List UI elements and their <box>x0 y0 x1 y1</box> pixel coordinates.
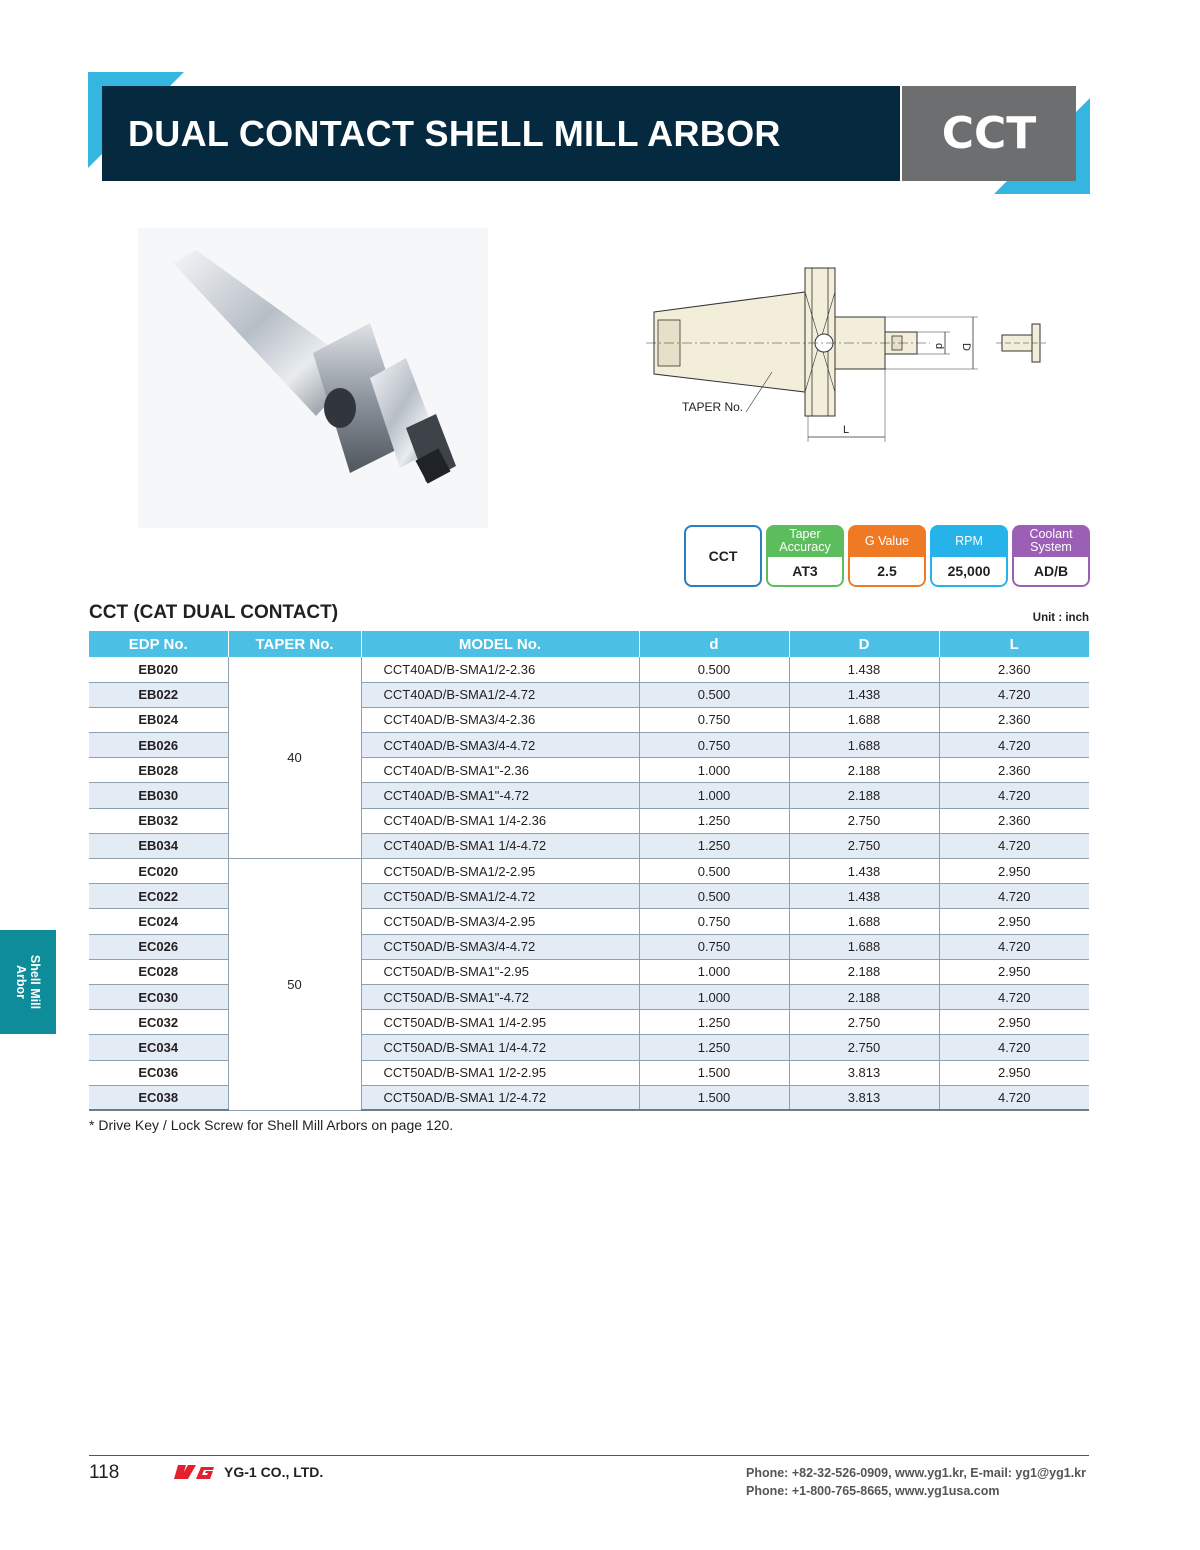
spec-g-value <box>848 525 926 587</box>
technical-drawing <box>640 262 1060 452</box>
header-banner <box>88 72 1090 194</box>
cell-model: CCT50AD/B-SMA3/4-2.95 <box>361 909 639 934</box>
spec-value: 2.5 <box>848 557 926 587</box>
spec-rpm <box>930 525 1008 587</box>
cell-model: CCT50AD/B-SMA1/2-2.95 <box>361 859 639 884</box>
cell-D: 1.688 <box>789 909 939 934</box>
cell-D: 2.188 <box>789 783 939 808</box>
cell-model: CCT50AD/B-SMA3/4-4.72 <box>361 934 639 959</box>
cell-L: 2.360 <box>939 808 1089 833</box>
col-header-edp: EDP No. <box>89 631 228 657</box>
spec-label: Coolant System <box>1012 525 1090 557</box>
cell-D: 2.750 <box>789 808 939 833</box>
spec-label: G Value <box>848 525 926 557</box>
cell-L: 2.360 <box>939 707 1089 732</box>
spec-value: AD/B <box>1012 557 1090 587</box>
cell-D: 1.438 <box>789 682 939 707</box>
cell-L: 2.950 <box>939 1060 1089 1085</box>
cell-model: CCT40AD/B-SMA1"-2.36 <box>361 758 639 783</box>
cell-L: 4.720 <box>939 682 1089 707</box>
table-row <box>89 859 1089 884</box>
cell-L: 2.360 <box>939 758 1089 783</box>
contact-korea: Phone: +82-32-526-0909, www.yg1.kr, E-mail: yg1@yg1.kr <box>745 1466 1086 1480</box>
contact-info <box>746 1464 1086 1500</box>
cell-d: 1.000 <box>639 984 789 1009</box>
cell-model: CCT40AD/B-SMA3/4-4.72 <box>361 733 639 758</box>
page-title: DUAL CONTACT SHELL MILL ARBOR <box>128 112 781 154</box>
cell-L: 4.720 <box>939 1085 1089 1110</box>
spec-type-badge: CCT <box>684 525 762 587</box>
cell-edp: EC038 <box>89 1085 228 1110</box>
cell-L: 4.720 <box>939 783 1089 808</box>
cell-edp: EC030 <box>89 984 228 1009</box>
cell-edp: EC022 <box>89 884 228 909</box>
cell-d: 0.750 <box>639 909 789 934</box>
cell-taper: 40 <box>228 657 361 859</box>
cell-d: 0.500 <box>639 884 789 909</box>
cell-L: 2.950 <box>939 909 1089 934</box>
page-number: 118 <box>89 1462 120 1483</box>
cell-model: CCT50AD/B-SMA1/2-4.72 <box>361 884 639 909</box>
cell-L: 2.950 <box>939 959 1089 984</box>
cell-D: 1.688 <box>789 934 939 959</box>
cell-d: 1.250 <box>639 808 789 833</box>
cell-edp: EB028 <box>89 758 228 783</box>
company-name: YG-1 CO., LTD. <box>224 1464 324 1480</box>
cell-model: CCT50AD/B-SMA1 1/2-4.72 <box>361 1085 639 1110</box>
spec-label: Taper Accuracy <box>766 525 844 557</box>
cell-taper: 50 <box>228 859 361 1111</box>
cell-model: CCT40AD/B-SMA1 1/4-2.36 <box>361 808 639 833</box>
cell-D: 1.688 <box>789 733 939 758</box>
cell-L: 2.360 <box>939 657 1089 682</box>
cell-D: 2.188 <box>789 984 939 1009</box>
unit-label: Unit : inch <box>1032 612 1089 624</box>
cell-edp: EC036 <box>89 1060 228 1085</box>
col-header-L: L <box>939 631 1089 657</box>
col-header-d: d <box>639 631 789 657</box>
cell-d: 0.750 <box>639 934 789 959</box>
cell-L: 4.720 <box>939 1035 1089 1060</box>
cell-d: 1.500 <box>639 1085 789 1110</box>
table-row <box>89 657 1089 682</box>
cell-D: 3.813 <box>789 1085 939 1110</box>
cell-model: CCT50AD/B-SMA1 1/4-2.95 <box>361 1010 639 1035</box>
cell-D: 3.813 <box>789 1060 939 1085</box>
cell-L: 4.720 <box>939 884 1089 909</box>
product-code: CCT <box>941 108 1037 159</box>
cell-D: 2.750 <box>789 833 939 858</box>
cell-edp: EB032 <box>89 808 228 833</box>
cell-D: 1.688 <box>789 707 939 732</box>
cell-L: 4.720 <box>939 733 1089 758</box>
cell-d: 0.500 <box>639 657 789 682</box>
cell-D: 2.750 <box>789 1010 939 1035</box>
section-side-tab[interactable] <box>0 930 56 1034</box>
yg-logo-icon <box>174 1465 216 1479</box>
cell-d: 1.500 <box>639 1060 789 1085</box>
product-photo <box>138 228 488 528</box>
cell-D: 1.438 <box>789 657 939 682</box>
cell-D: 1.438 <box>789 884 939 909</box>
company-logo <box>174 1464 323 1480</box>
contact-usa: Phone: +1-800-765-8665, www.yg1usa.com <box>745 1484 1000 1498</box>
spec-coolant-system <box>1012 525 1090 587</box>
col-header-model: MODEL No. <box>361 631 639 657</box>
cell-model: CCT40AD/B-SMA3/4-2.36 <box>361 707 639 732</box>
section-title: CCT (CAT DUAL CONTACT) <box>89 602 339 623</box>
cell-D: 2.188 <box>789 758 939 783</box>
cell-model: CCT40AD/B-SMA1"-4.72 <box>361 783 639 808</box>
dim-d-label: d <box>933 343 945 350</box>
spec-value: AT3 <box>766 557 844 587</box>
cell-L: 2.950 <box>939 1010 1089 1035</box>
cell-model: CCT40AD/B-SMA1/2-4.72 <box>361 682 639 707</box>
cell-L: 2.950 <box>939 859 1089 884</box>
cell-d: 0.500 <box>639 859 789 884</box>
cell-edp: EB022 <box>89 682 228 707</box>
cell-edp: EC020 <box>89 859 228 884</box>
dim-D-label: D <box>960 343 972 351</box>
spec-value: 25,000 <box>930 557 1008 587</box>
table-header <box>89 631 1089 657</box>
cell-D: 2.750 <box>789 1035 939 1060</box>
taper-no-label: TAPER No. <box>682 400 744 414</box>
cell-d: 0.750 <box>639 733 789 758</box>
cell-edp: EB034 <box>89 833 228 858</box>
cell-model: CCT40AD/B-SMA1/2-2.36 <box>361 657 639 682</box>
side-tab-line1: Shell Mill <box>28 954 42 1010</box>
footer-divider <box>89 1455 1089 1456</box>
spec-taper-accuracy <box>766 525 844 587</box>
side-tab-line2: Arbor <box>14 964 28 1000</box>
cell-L: 4.720 <box>939 984 1089 1009</box>
cell-edp: EC034 <box>89 1035 228 1060</box>
banner-title-box <box>102 86 900 181</box>
side-tab-label <box>14 955 42 1009</box>
cell-D: 1.438 <box>789 859 939 884</box>
cell-L: 4.720 <box>939 833 1089 858</box>
footnote: * Drive Key / Lock Screw for Shell Mill Arbors on page 120. <box>89 1117 454 1133</box>
cell-edp: EC028 <box>89 959 228 984</box>
table-body <box>89 657 1089 1110</box>
cell-model: CCT50AD/B-SMA1"-2.95 <box>361 959 639 984</box>
cell-edp: EB024 <box>89 707 228 732</box>
spec-label: RPM <box>930 525 1008 557</box>
cell-edp: EC024 <box>89 909 228 934</box>
cell-edp: EC032 <box>89 1010 228 1035</box>
cell-edp: EB020 <box>89 657 228 682</box>
cell-model: CCT50AD/B-SMA1 1/2-2.95 <box>361 1060 639 1085</box>
cell-model: CCT40AD/B-SMA1 1/4-4.72 <box>361 833 639 858</box>
cell-d: 1.000 <box>639 959 789 984</box>
cell-edp: EB026 <box>89 733 228 758</box>
cell-d: 1.000 <box>639 758 789 783</box>
cell-D: 2.188 <box>789 959 939 984</box>
cell-d: 1.250 <box>639 833 789 858</box>
cell-d: 1.250 <box>639 1035 789 1060</box>
cell-d: 1.250 <box>639 1010 789 1035</box>
banner-code-box <box>902 86 1076 181</box>
cell-edp: EB030 <box>89 783 228 808</box>
cell-edp: EC026 <box>89 934 228 959</box>
dim-L-label: L <box>843 424 850 436</box>
cell-d: 0.500 <box>639 682 789 707</box>
cell-model: CCT50AD/B-SMA1 1/4-4.72 <box>361 1035 639 1060</box>
col-header-taper: TAPER No. <box>228 631 361 657</box>
spec-table <box>89 631 1089 1111</box>
cell-model: CCT50AD/B-SMA1"-4.72 <box>361 984 639 1009</box>
cell-L: 4.720 <box>939 934 1089 959</box>
cell-d: 0.750 <box>639 707 789 732</box>
col-header-D: D <box>789 631 939 657</box>
cell-d: 1.000 <box>639 783 789 808</box>
